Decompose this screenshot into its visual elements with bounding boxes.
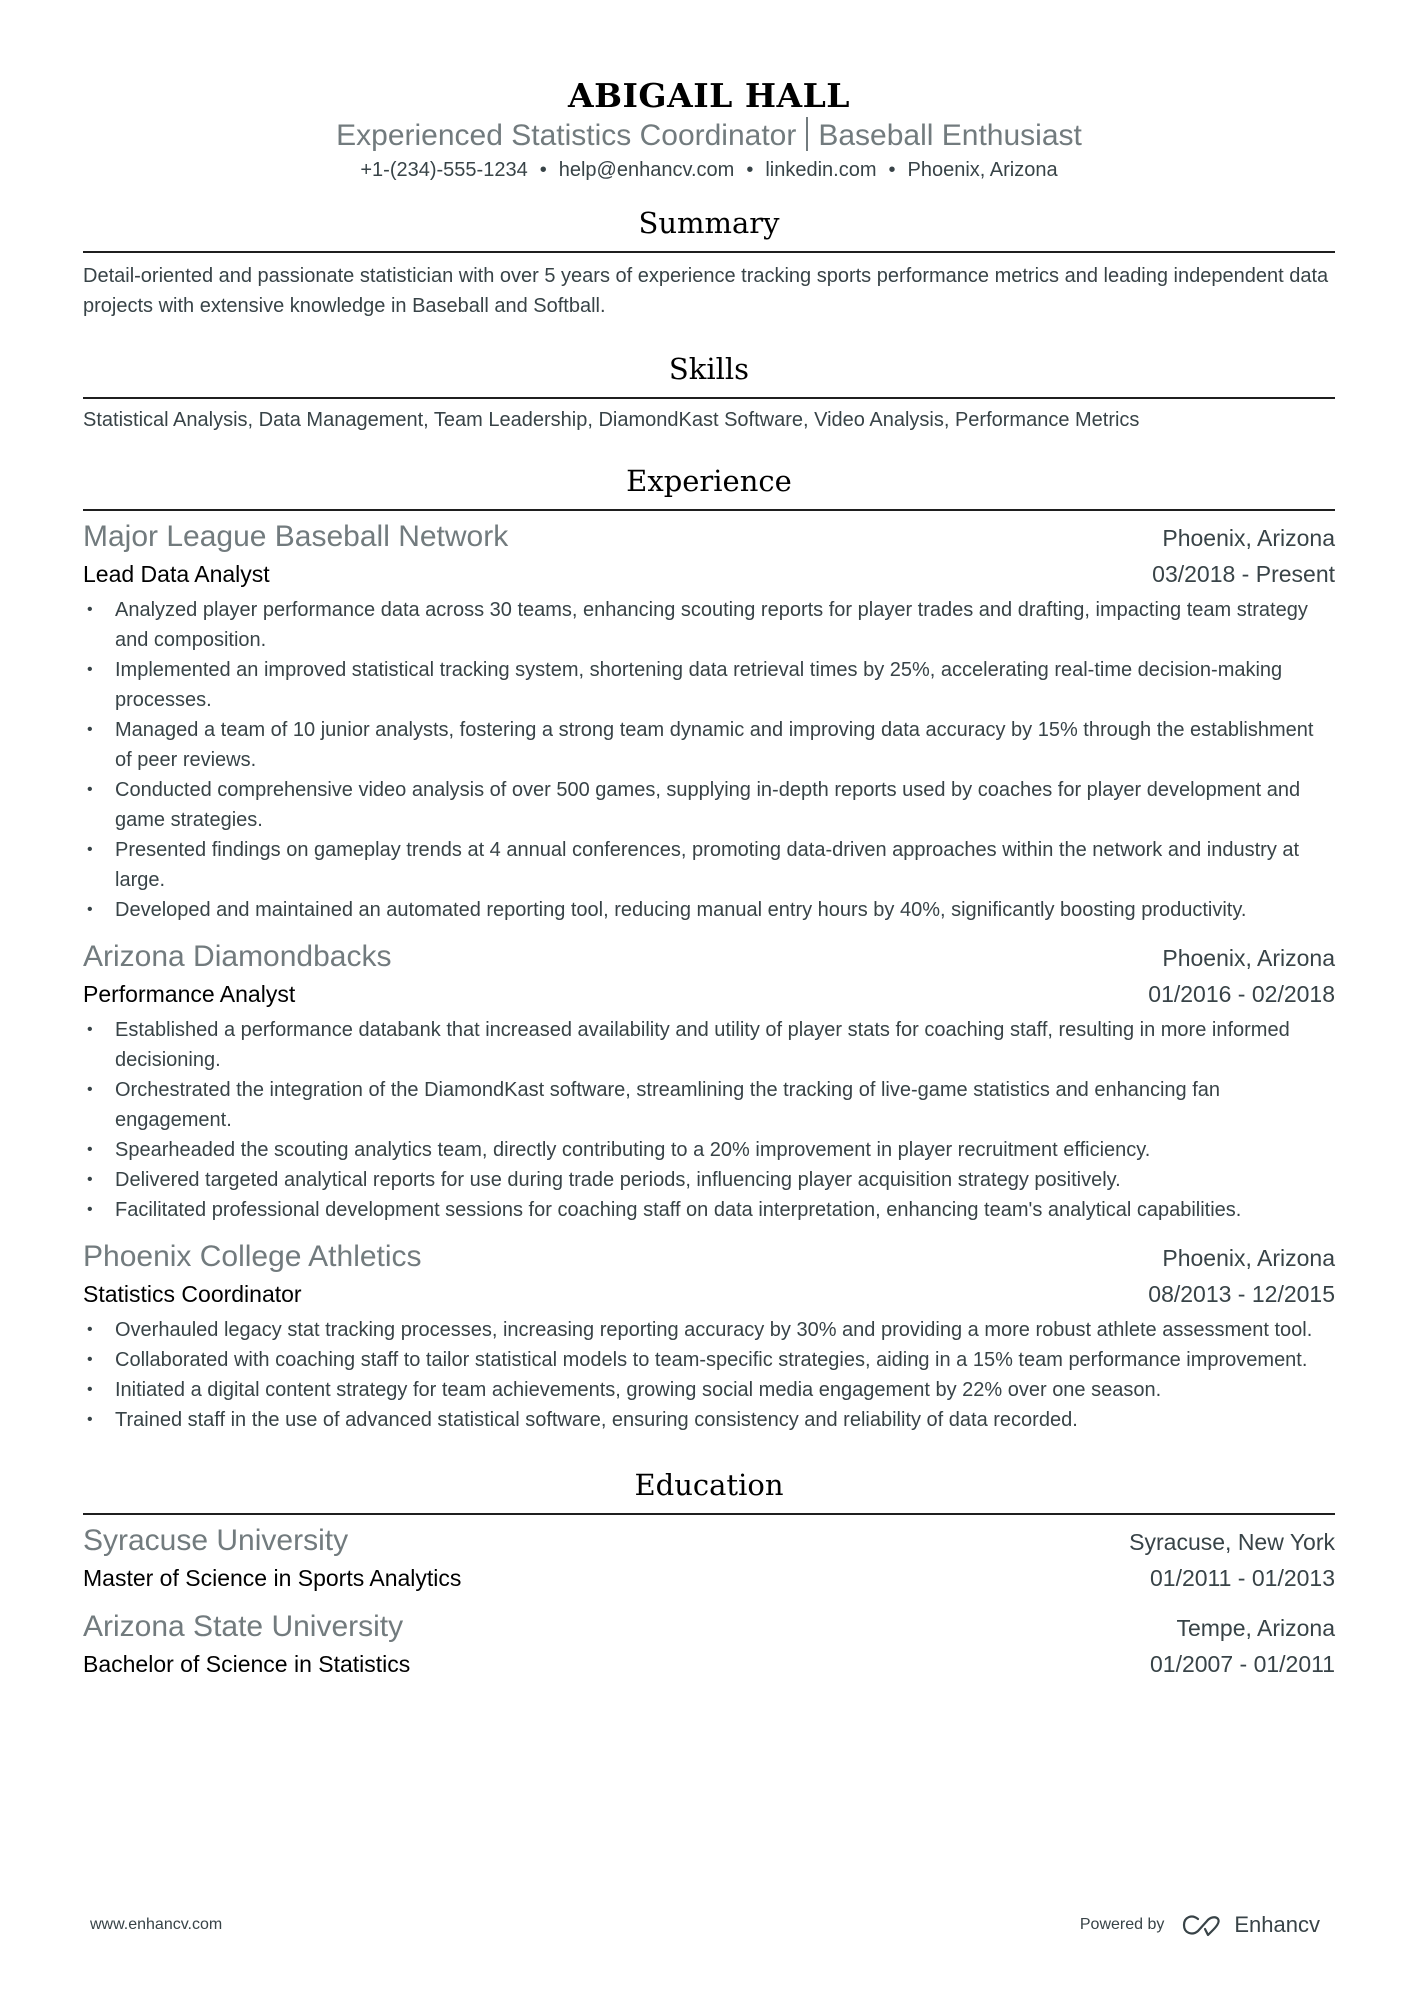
bullet-icon: • xyxy=(87,661,93,678)
section-heading-experience: Experience xyxy=(626,464,792,498)
resume-page xyxy=(83,0,1335,1681)
headline-secondary: Baseball Enthusiast xyxy=(818,119,1082,152)
education-entry xyxy=(83,1521,1335,1595)
bullet-icon: • xyxy=(87,1171,93,1188)
job-location: Phoenix, Arizona xyxy=(1162,525,1335,551)
resume-header xyxy=(83,0,1335,183)
separator-dot: • xyxy=(539,159,547,181)
bullet-icon: • xyxy=(87,601,93,618)
degree: Master of Science in Sports Analytics xyxy=(83,1565,462,1591)
achievement-item: • Analyzed player performance data across 30 teams, enhancing scouting reports for player trades and drafting, impacting team strategy and composition. xyxy=(83,595,1335,655)
degree: Bachelor of Science in Statistics xyxy=(83,1651,411,1677)
achievement-item: • Facilitated professional development sessions for coaching staff on data interpretation, enhancing team's analytical capabilities. xyxy=(83,1195,1335,1225)
experience-entry xyxy=(83,517,1335,925)
brand-name: Enhancv xyxy=(1234,1912,1320,1937)
section-divider xyxy=(83,251,1335,253)
contact-linkedin[interactable]: linkedin.com xyxy=(765,159,877,181)
enhancv-logo-icon xyxy=(1182,1913,1224,1937)
achievement-item: • Conducted comprehensive video analysis of over 500 games, supplying in-depth reports used by coaches for player development and game strategies. xyxy=(83,775,1335,835)
headline-divider xyxy=(806,117,808,151)
achievement-item: • Managed a team of 10 junior analysts, fostering a strong team dynamic and improving data accuracy by 15% through the establishment of peer reviews. xyxy=(83,715,1335,775)
powered-by xyxy=(1080,1912,1320,1938)
school-location: Syracuse, New York xyxy=(1129,1529,1335,1555)
enhancv-logo[interactable] xyxy=(1182,1912,1320,1938)
headline-primary: Experienced Statistics Coordinator xyxy=(336,119,797,152)
powered-by-label: Powered by xyxy=(1079,1916,1165,1933)
employer-name: Phoenix College Athletics xyxy=(83,1240,422,1273)
achievement-item: • Orchestrated the integration of the DiamondKast software, streamlining the tracking of live-game statistics and enhancing fan engagement. xyxy=(83,1075,1335,1135)
achievement-list xyxy=(83,595,1335,925)
contact-phone[interactable]: +1-(234)-555-1234 xyxy=(360,159,528,181)
section-heading-skills: Skills xyxy=(668,352,750,386)
section-divider xyxy=(83,397,1335,399)
job-location: Phoenix, Arizona xyxy=(1162,945,1335,971)
bullet-icon: • xyxy=(87,1201,93,1218)
bullet-icon: • xyxy=(87,1321,93,1338)
achievement-item: • Presented findings on gameplay trends at 4 annual conferences, promoting data-driven approaches within the network and industry at large. xyxy=(83,835,1335,895)
job-dates: 01/2016 - 02/2018 xyxy=(1148,981,1335,1007)
job-location: Phoenix, Arizona xyxy=(1162,1245,1335,1271)
experience-entry xyxy=(83,1237,1335,1435)
education-dates: 01/2007 - 01/2011 xyxy=(1149,1651,1335,1677)
achievement-item: • Trained staff in the use of advanced statistical software, ensuring consistency and reliability of data recorded. xyxy=(83,1405,1335,1435)
bullet-icon: • xyxy=(87,781,93,798)
page-footer xyxy=(90,1912,1320,1938)
school-location: Tempe, Arizona xyxy=(1176,1615,1335,1641)
job-dates: 08/2013 - 12/2015 xyxy=(1148,1281,1335,1307)
contact-email[interactable]: help@enhancv.com xyxy=(558,159,735,181)
summary-text: Detail-oriented and passionate statistician with over 5 years of experience tracking sports performance metrics and leading independent data projects with extensive knowledge in Baseball and Softball. xyxy=(83,265,1329,317)
bullet-icon: • xyxy=(87,1411,93,1428)
section-divider xyxy=(83,509,1335,511)
bullet-icon: • xyxy=(87,1381,93,1398)
section-heading-education: Education xyxy=(634,1468,784,1502)
candidate-headline xyxy=(83,116,1335,156)
bullet-icon: • xyxy=(87,901,93,918)
employer-name: Major League Baseball Network xyxy=(83,520,509,553)
job-dates: 03/2018 - Present xyxy=(1152,561,1335,587)
achievement-item: • Developed and maintained an automated reporting tool, reducing manual entry hours by 40%, significantly boosting productivity. xyxy=(83,895,1335,925)
achievement-item: • Spearheaded the scouting analytics team, directly contributing to a 20% improvement in player recruitment efficiency. xyxy=(83,1135,1335,1165)
footer-website-link[interactable]: www.enhancv.com xyxy=(90,1916,223,1933)
bullet-icon: • xyxy=(87,1141,93,1158)
skills-list: Statistical Analysis, Data Management, Team Leadership, DiamondKast Software, Video Analysis, Performance Metrics xyxy=(83,409,1140,431)
school-name: Syracuse University xyxy=(83,1524,349,1557)
school-name: Arizona State University xyxy=(83,1610,404,1643)
section-divider xyxy=(83,1513,1335,1515)
job-title: Lead Data Analyst xyxy=(83,561,270,587)
bullet-icon: • xyxy=(87,721,93,738)
experience-entry xyxy=(83,937,1335,1225)
achievement-item: • Established a performance databank that increased availability and utility of player stats for coaching staff, resulting in more informed decisioning. xyxy=(83,1015,1335,1075)
section-heading-summary: Summary xyxy=(638,206,780,240)
education-dates: 01/2011 - 01/2013 xyxy=(1149,1565,1335,1591)
achievement-item: • Collaborated with coaching staff to tailor statistical models to team-specific strategies, aiding in a 15% team performance improvement. xyxy=(83,1345,1335,1375)
achievement-list xyxy=(83,1015,1335,1225)
bullet-icon: • xyxy=(87,1351,93,1368)
job-title: Performance Analyst xyxy=(83,981,296,1007)
contact-location: Phoenix, Arizona xyxy=(907,159,1058,181)
achievement-list xyxy=(83,1315,1335,1435)
job-title: Statistics Coordinator xyxy=(83,1281,302,1307)
bullet-icon: • xyxy=(87,1081,93,1098)
achievement-item: • Initiated a digital content strategy for team achievements, growing social media engagement by 22% over one season. xyxy=(83,1375,1335,1405)
candidate-name: ABIGAIL HALL xyxy=(567,76,851,115)
separator-dot: • xyxy=(888,159,896,181)
contact-line xyxy=(83,157,1335,183)
bullet-icon: • xyxy=(87,841,93,858)
achievement-item: • Delivered targeted analytical reports for use during trade periods, influencing player acquisition strategy positively. xyxy=(83,1165,1335,1195)
separator-dot: • xyxy=(746,159,754,181)
education-entry xyxy=(83,1607,1335,1681)
bullet-icon: • xyxy=(87,1021,93,1038)
employer-name: Arizona Diamondbacks xyxy=(83,940,392,973)
achievement-item: • Implemented an improved statistical tracking system, shortening data retrieval times by 25%, accelerating real-time decision-making processes. xyxy=(83,655,1335,715)
achievement-item: • Overhauled legacy stat tracking processes, increasing reporting accuracy by 30% and providing a more robust athlete assessment tool. xyxy=(83,1315,1335,1345)
